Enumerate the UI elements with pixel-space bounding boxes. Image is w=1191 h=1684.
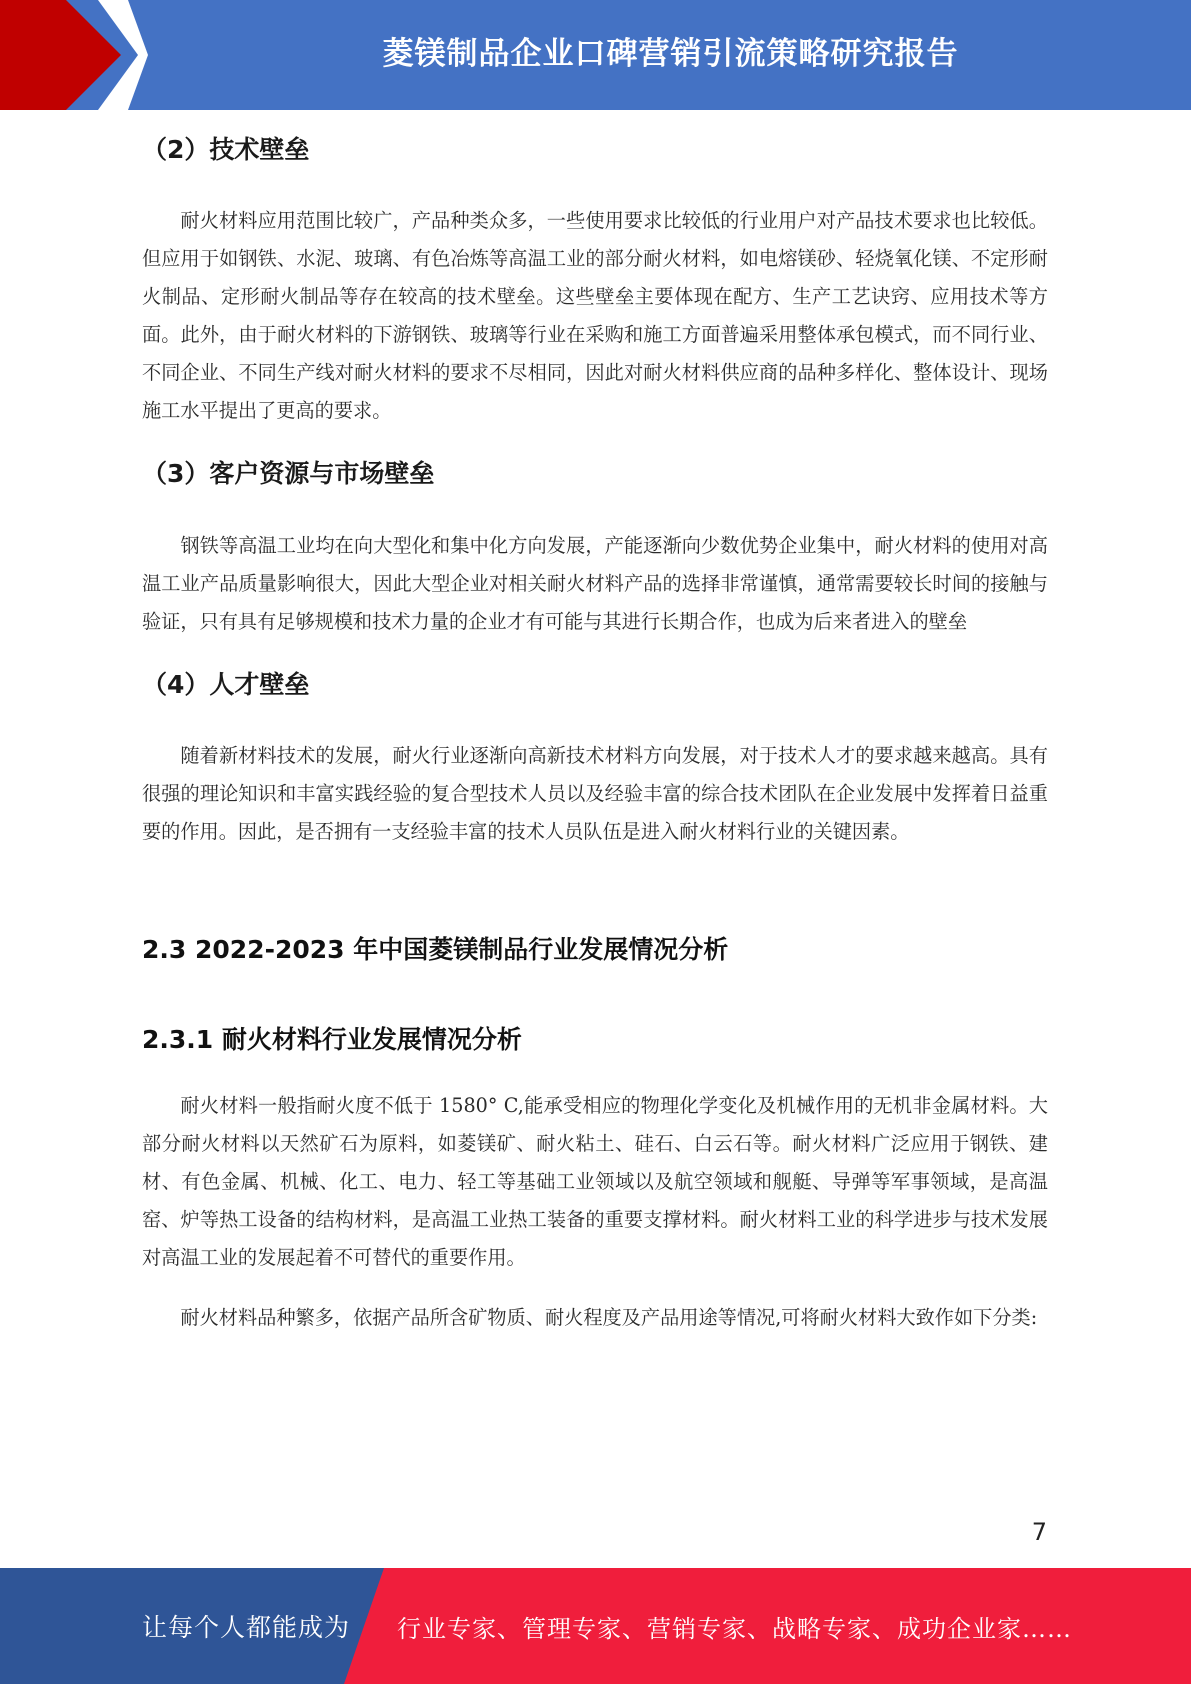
heading-tech-barrier: （2）技术壁垒 (142, 135, 310, 164)
page-number: 7 (1031, 1518, 1047, 1546)
paragraph-talent-barrier: 随着新材料技术的发展，耐火行业逐渐向高新技术材料方向发展，对于技术人才的要求越来越高。具有很强的理论知识和丰富实践经验的复合型技术人员以及经验丰富的综合技术团队在企业发展中发挥着日益重要的作用。因此，是否拥有一支经验丰富的技术人员队伍是进入耐火材料行业的关键因素。 (142, 744, 1048, 843)
page-content (142, 120, 1048, 1337)
paragraph-customer-barrier: 钢铁等高温工业均在向大型化和集中化方向发展，产能逐渐向少数优势企业集中，耐火材料的使用对高温工业产品质量影响很大，因此大型企业对相关耐火材料产品的选择非常谨慎，通常需要较长时间的接触与验证，只有具有足够规模和技术力量的企业才有可能与其进行长期合作，也成为后来者进入的壁垒 (142, 534, 1048, 633)
heading-customer-barrier: （3）客户资源与市场壁垒 (142, 459, 435, 488)
heading-section-2-3: 2.3 2022-2023 年中国菱镁制品行业发展情况分析 (142, 935, 729, 964)
paragraph-refractory-classification: 耐火材料品种繁多，依据产品所含矿物质、耐火程度及产品用途等情况,可将耐火材料大致作如下分类: (180, 1306, 1038, 1329)
heading-talent-barrier: （4）人才壁垒 (142, 670, 310, 699)
paragraph-refractory-definition: 耐火材料一般指耐火度不低于 1580° C,能承受相应的物理化学变化及机械作用的无机非金属材料。大部分耐火材料以天然矿石为原料，如菱镁矿、耐火粘土、硅石、白云石等。耐火材料广泛应用于钢铁、建材、有色金属、机械、化工、电力、轻工等基础工业领域以及航空领域和舰艇、导弹等军事领域，是高温窑、炉等热工设备的结构材料，是高温工业热工装备的重要支撑材料。耐火材料工业的科学进步与技术发展对高温工业的发展起着不可替代的重要作用。 (142, 1094, 1048, 1269)
page-footer (0, 1568, 1191, 1684)
footer-slogan-right: 行业专家、管理专家、营销专家、战略专家、成功企业家…… (397, 1614, 1072, 1643)
footer-slogan-left: 让每个人都能成为 (142, 1613, 351, 1642)
paragraph-tech-barrier: 耐火材料应用范围比较广，产品种类众多，一些使用要求比较低的行业用户对产品技术要求也比较低。但应用于如钢铁、水泥、玻璃、有色冶炼等高温工业的部分耐火材料，如电熔镁砂、轻烧氧化镁、不定形耐火制品、定形耐火制品等存在较高的技术壁垒。这些壁垒主要体现在配方、生产工艺诀窍、应用技术等方面。此外，由于耐火材料的下游钢铁、玻璃等行业在采购和施工方面普遍采用整体承包模式，而不同行业、不同企业、不同生产线对耐火材料的要求不尽相同，因此对耐火材料供应商的品种多样化、整体设计、现场施工水平提出了更高的要求。 (142, 209, 1048, 422)
header-title: 菱镁制品企业口碑营销引流策略研究报告 (382, 35, 959, 72)
page-header (0, 0, 1191, 110)
heading-section-2-3-1: 2.3.1 耐火材料行业发展情况分析 (142, 1025, 522, 1054)
